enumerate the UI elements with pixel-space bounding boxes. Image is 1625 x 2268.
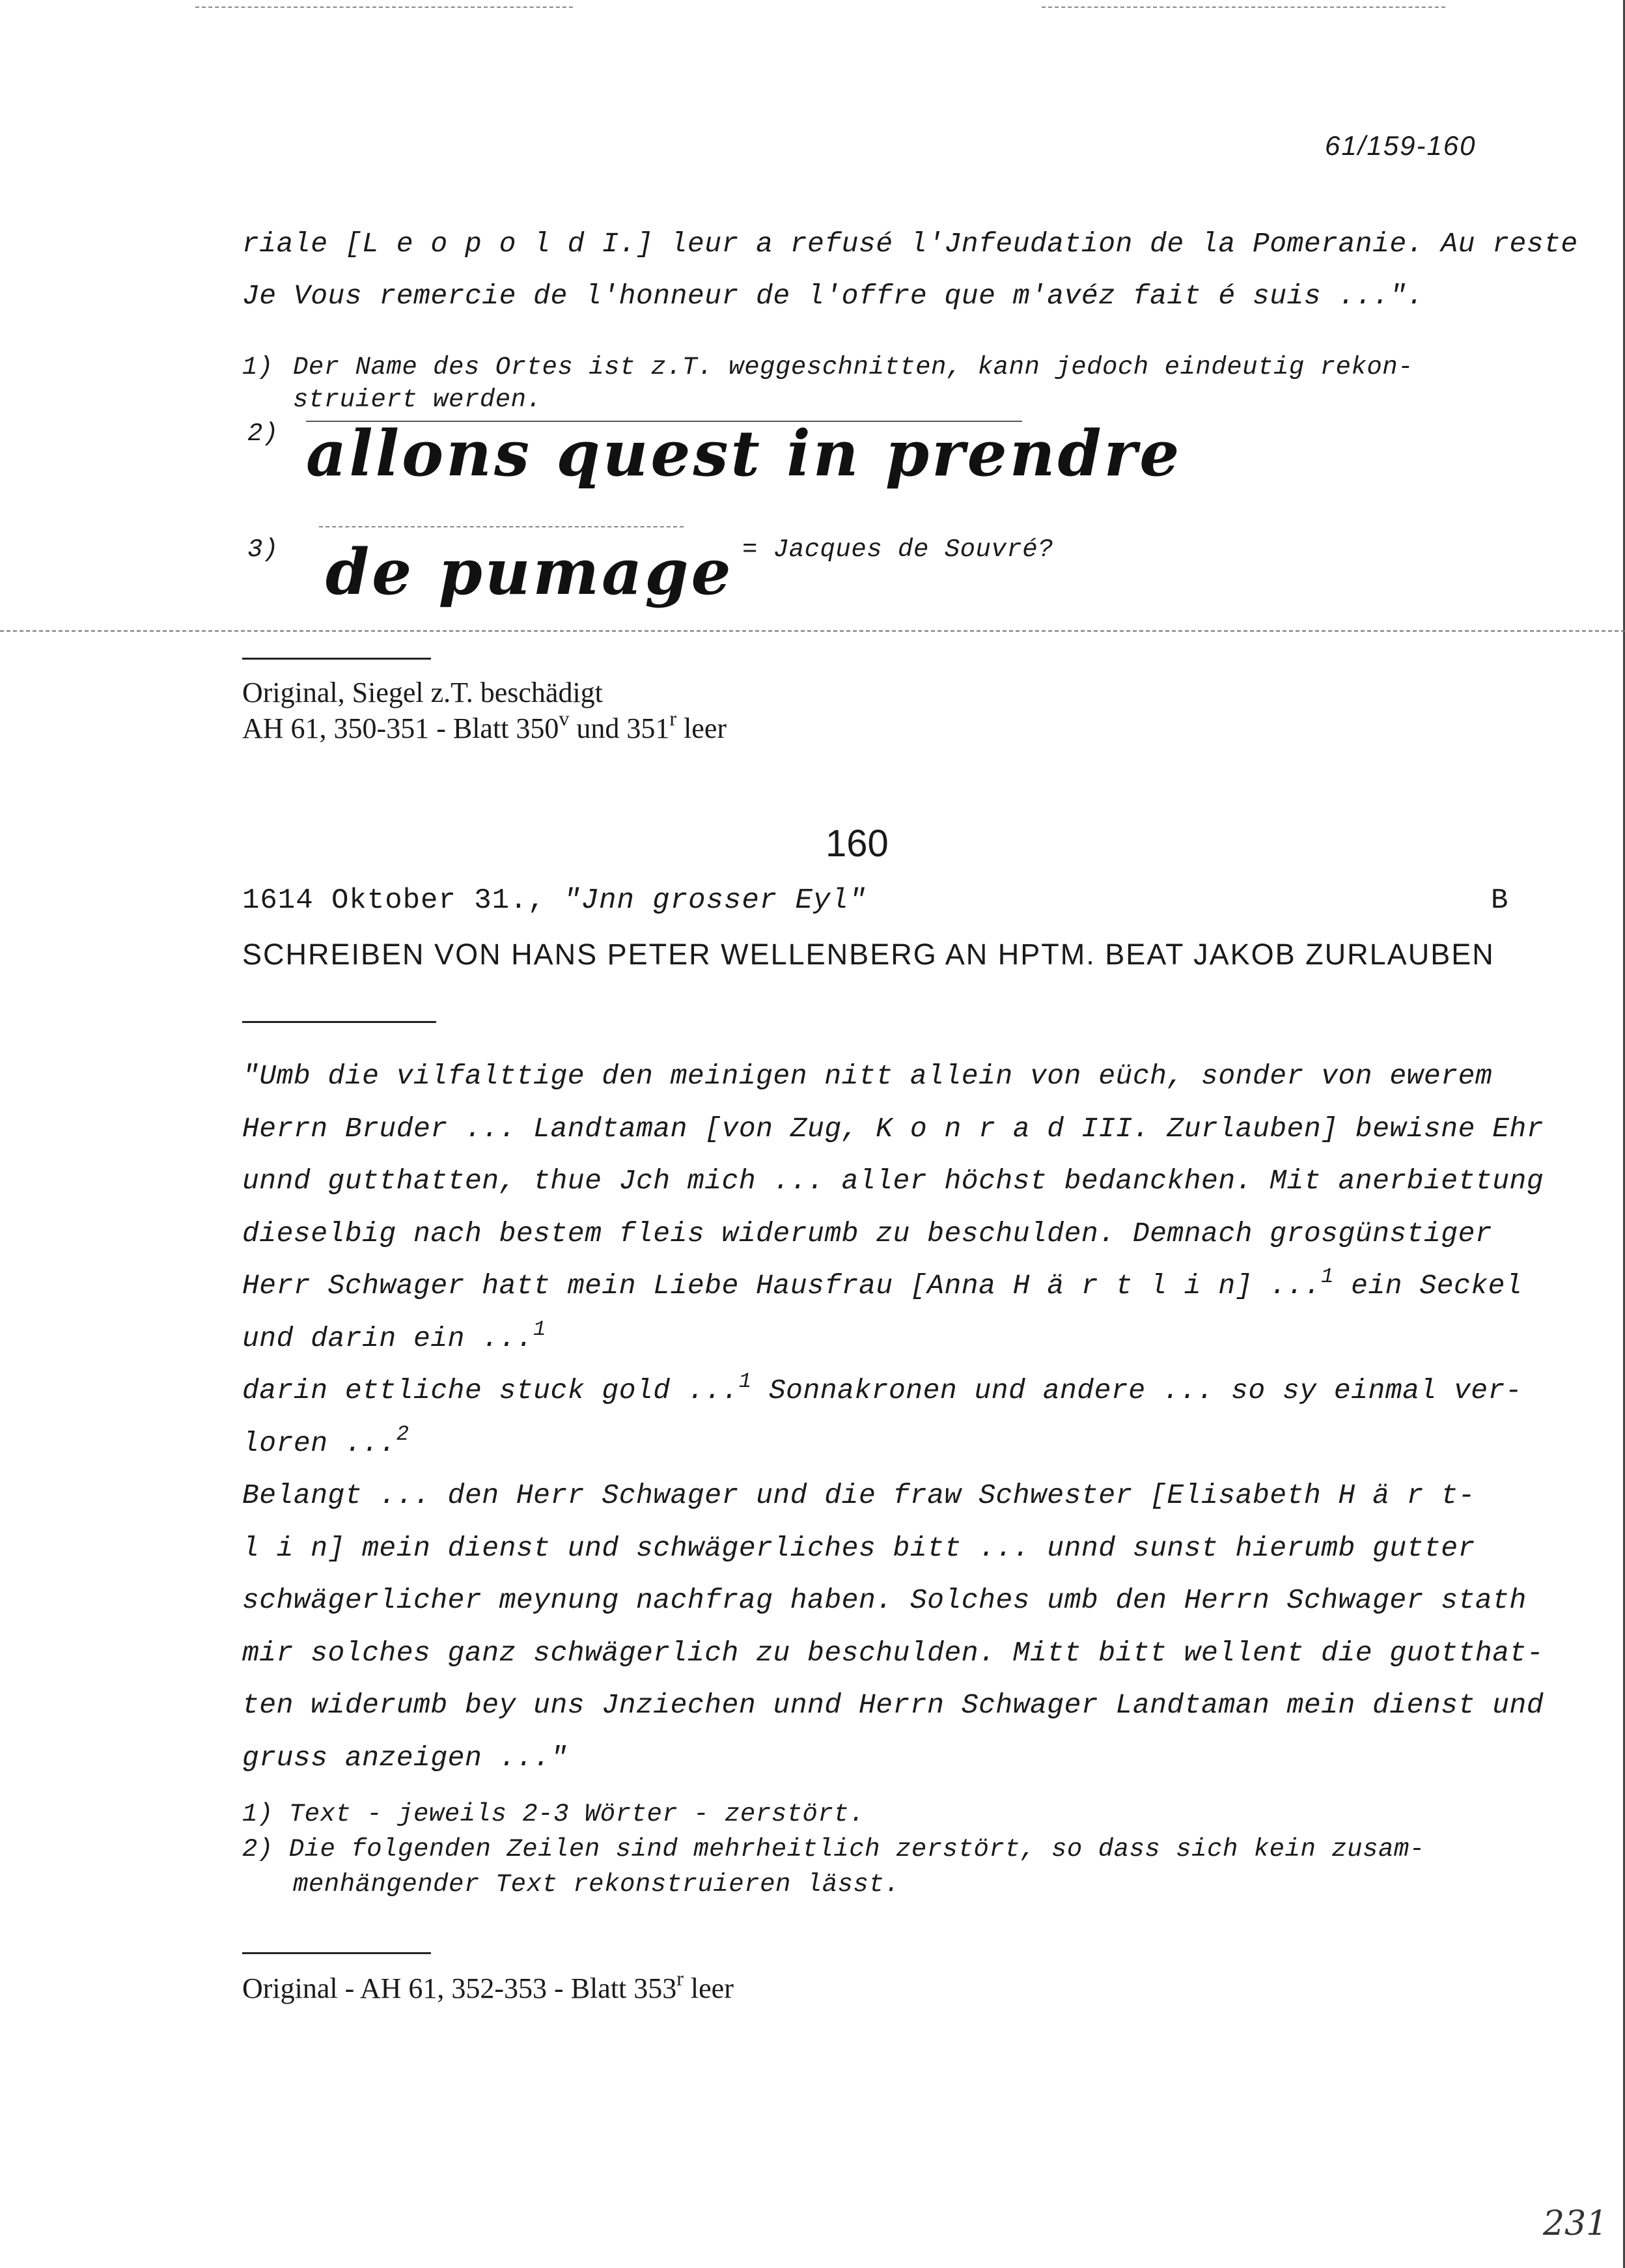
doc-text-line bbox=[242, 1317, 546, 1354]
note-2-handwriting: allons quest in prendre bbox=[306, 417, 1182, 490]
prev-source-line-2-c: leer bbox=[676, 712, 727, 744]
prev-source-sup-v: v bbox=[559, 707, 570, 730]
document-place: "Jnn grosser Eyl" bbox=[563, 884, 867, 917]
doc-text-line-main: schwägerlicher meynung nachfrag haben. Solches umb den Herrn Schwager stath bbox=[242, 1584, 1527, 1616]
doc-text-line bbox=[242, 1113, 1544, 1145]
doc-text-line-main: l i n] mein dienst und schwägerliches bitt ... unnd sunst hierumb gutter bbox=[242, 1532, 1475, 1564]
doc-text-line-main: darin ettliche stuck gold ... bbox=[242, 1375, 739, 1407]
page-reference: 61/159-160 bbox=[1325, 130, 1477, 161]
source-rule-prev bbox=[242, 658, 431, 660]
prev-source-line-2-b: und 351 bbox=[569, 712, 670, 744]
doc-text-line-main: mir solches ganz schwägerlich zu beschulden. Mitt bitt wellent die guotthat- bbox=[242, 1637, 1544, 1669]
doc-text-line bbox=[242, 1218, 1492, 1250]
doc-text-line bbox=[242, 1479, 1475, 1511]
document-date: 1614 Oktober 31., bbox=[242, 884, 546, 917]
footnote-marker: 1 bbox=[1321, 1265, 1334, 1289]
doc-text-line-main: "Umb die vilfalttige den meinigen nitt allein von eüch, sonder von ewerem bbox=[242, 1060, 1493, 1092]
doc-source-b: leer bbox=[683, 1972, 734, 2004]
prev-note-1-number: 1) bbox=[242, 353, 273, 382]
doc-text-line-main: Belangt ... den Herr Schwager und die fraw Schwester [Elisabeth H ä r t- bbox=[242, 1479, 1475, 1511]
scan-cut-line bbox=[0, 630, 1625, 633]
doc-text-line bbox=[242, 1532, 1475, 1564]
document-number: 160 bbox=[826, 822, 889, 865]
doc-text-line-main: Herr Schwager hatt mein Liebe Hausfrau [Anna H ä r t l i n] ... bbox=[242, 1270, 1322, 1302]
prev-note-3-text: = Jacques de Souvré? bbox=[742, 535, 1054, 564]
prev-note-2-number: 2) bbox=[247, 419, 279, 448]
source-rule-doc bbox=[242, 1952, 431, 1954]
prev-source-line-1: Original, Siegel z.T. beschädigt bbox=[242, 677, 603, 708]
doc-text-line bbox=[242, 1637, 1544, 1669]
prev-source-sup-r: r bbox=[669, 707, 677, 730]
clipping-3-top-edge bbox=[319, 526, 684, 529]
prev-note-1-line-2: struiert werden. bbox=[293, 385, 542, 414]
doc-text-line bbox=[242, 1422, 410, 1459]
prev-note-3-number: 3) bbox=[247, 535, 279, 564]
footnote-marker: 2 bbox=[396, 1422, 410, 1446]
prev-source-line-2 bbox=[242, 707, 727, 745]
doc-note-1: 1) Text - jeweils 2-3 Wörter - zerstört. bbox=[242, 1800, 865, 1828]
scan-edge-top bbox=[195, 7, 573, 9]
footnote-marker: 1 bbox=[738, 1369, 752, 1393]
doc-text-line bbox=[242, 1742, 568, 1774]
footnote-marker: 1 bbox=[533, 1317, 546, 1341]
doc-text-line-main: und darin ein ... bbox=[242, 1323, 534, 1354]
doc-text-line bbox=[242, 1689, 1544, 1721]
prev-text-line-1: riale [L e o p o l d I.] leur a refusé l'Jnfeudation de la Pomeranie. Au reste bbox=[242, 228, 1578, 260]
doc-text-line-main: Herrn Bruder ... Landtaman [von Zug, K o n r a d III. Zurlauben] bewisne Ehr bbox=[242, 1113, 1544, 1145]
doc-text-line-main: ten widerumb bey uns Jnziechen unnd Herrn Schwager Landtaman mein dienst und bbox=[242, 1689, 1544, 1721]
doc-text-line bbox=[242, 1060, 1492, 1092]
handwritten-page-mark: 231 bbox=[1543, 2204, 1608, 2243]
doc-text-line bbox=[242, 1265, 1523, 1302]
scan-edge-top-right bbox=[1042, 7, 1445, 9]
prev-note-1-line-1: Der Name des Ortes ist z.T. weggeschnitten, kann jedoch eindeutig rekon- bbox=[293, 353, 1414, 382]
doc-note-2-line-1: 2) Die folgenden Zeilen sind mehrheitlich zerstört, so dass sich kein zusam- bbox=[242, 1835, 1425, 1864]
doc-text-line-main: loren ... bbox=[242, 1427, 396, 1459]
prev-source-line-2-a: AH 61, 350-351 - Blatt 350 bbox=[242, 712, 559, 744]
document-marker: B bbox=[1491, 884, 1508, 917]
document-title: SCHREIBEN VON HANS PETER WELLENBERG AN HPTM. BEAT JAKOB ZURLAUBEN bbox=[242, 938, 1495, 971]
doc-source-line bbox=[242, 1967, 734, 2005]
prev-text-line-2: Je Vous remercie de l'honneur de l'offre que m'avéz fait é suis ...". bbox=[242, 280, 1424, 312]
doc-text-line-after: Sonnakronen und andere ... so sy einmal ver- bbox=[751, 1375, 1523, 1407]
doc-text-line bbox=[242, 1165, 1544, 1197]
doc-text-line-main: unnd gutthatten, thue Jch mich ... aller höchst bedanckhen. Mit anerbiettung bbox=[242, 1165, 1544, 1197]
doc-text-line bbox=[242, 1369, 1523, 1407]
title-rule bbox=[242, 1021, 436, 1023]
doc-text-line-main: dieselbig nach bestem fleis widerumb zu beschulden. Demnach grosgünstiger bbox=[242, 1218, 1493, 1250]
doc-text-line bbox=[242, 1584, 1527, 1616]
doc-text-line-after: ein Seckel bbox=[1333, 1270, 1523, 1302]
doc-text-line-main: gruss anzeigen ..." bbox=[242, 1742, 568, 1774]
doc-source-a: Original - AH 61, 352-353 - Blatt 353 bbox=[242, 1972, 677, 2004]
document-date-place bbox=[242, 884, 867, 917]
doc-source-sup: r bbox=[676, 1967, 684, 1990]
note-3-handwriting: de pumage bbox=[326, 535, 734, 609]
doc-note-2-line-2: menhängender Text rekonstruieren lässt. bbox=[293, 1870, 900, 1899]
